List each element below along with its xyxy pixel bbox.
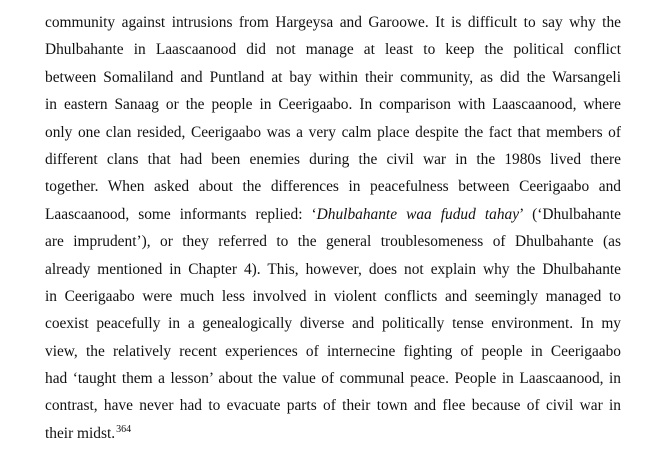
text-line: community against intrusions from Hargeysa and Garoowe. It is difficult to say why the (45, 14, 621, 31)
text-line: in eastern Sanaag or the people in Ceerigaabo. In comparison with Laascaanood, where (45, 96, 621, 114)
text-line: are imprudent’), or they referred to the general troublesomeness of Dhulbahante (as (45, 233, 621, 251)
text-line: already mentioned in Chapter 4). This, however, does not explain why the Dhulbahante (45, 260, 621, 278)
text-line: coexist peacefully in a genealogically diverse and politically tense environment. In my (45, 315, 621, 333)
footnote-reference[interactable]: 364 (116, 423, 132, 435)
text-line: different clans that had been enemies during the civil war in the 1980s lived there (45, 150, 621, 168)
text-line: contrast, have never had to evacuate parts of their town and flee because of civil war in (45, 397, 621, 415)
text-line: in Ceerigaabo were much less involved in violent conflicts and seemingly managed to (45, 287, 621, 305)
quote-prefix: Laascaanood, some informants replied: ‘ (45, 205, 317, 223)
text-line: view, the relatively recent experiences of internecine fighting of people in Ceerigaabo (45, 342, 621, 360)
text-line: together. When asked about the differences in peacefulness between Ceerigaabo and (45, 178, 621, 196)
body-paragraph (45, 9, 621, 447)
text-line: between Somaliland and Puntland at bay within their community, as did the Warsangeli (45, 68, 621, 86)
text-line-last: their midst.$^{364}$ (45, 423, 132, 442)
text-line: only one clan resided, Ceerigaabo was a very calm place despite the fact that members of (45, 123, 621, 141)
document-page (45, 9, 621, 447)
quote-suffix: ’ (‘Dhulbahante (519, 205, 621, 223)
text-line: had ‘taught them a lesson’ about the value of communal peace. People in Laascaanood, in (45, 370, 621, 388)
somali-quote: Dhulbahante waa fudud tahay (316, 205, 520, 223)
text-line-with-quote (45, 201, 621, 228)
text-line: Dhulbahante in Laascaanood did not manage at least to keep the political conflict (45, 41, 621, 59)
